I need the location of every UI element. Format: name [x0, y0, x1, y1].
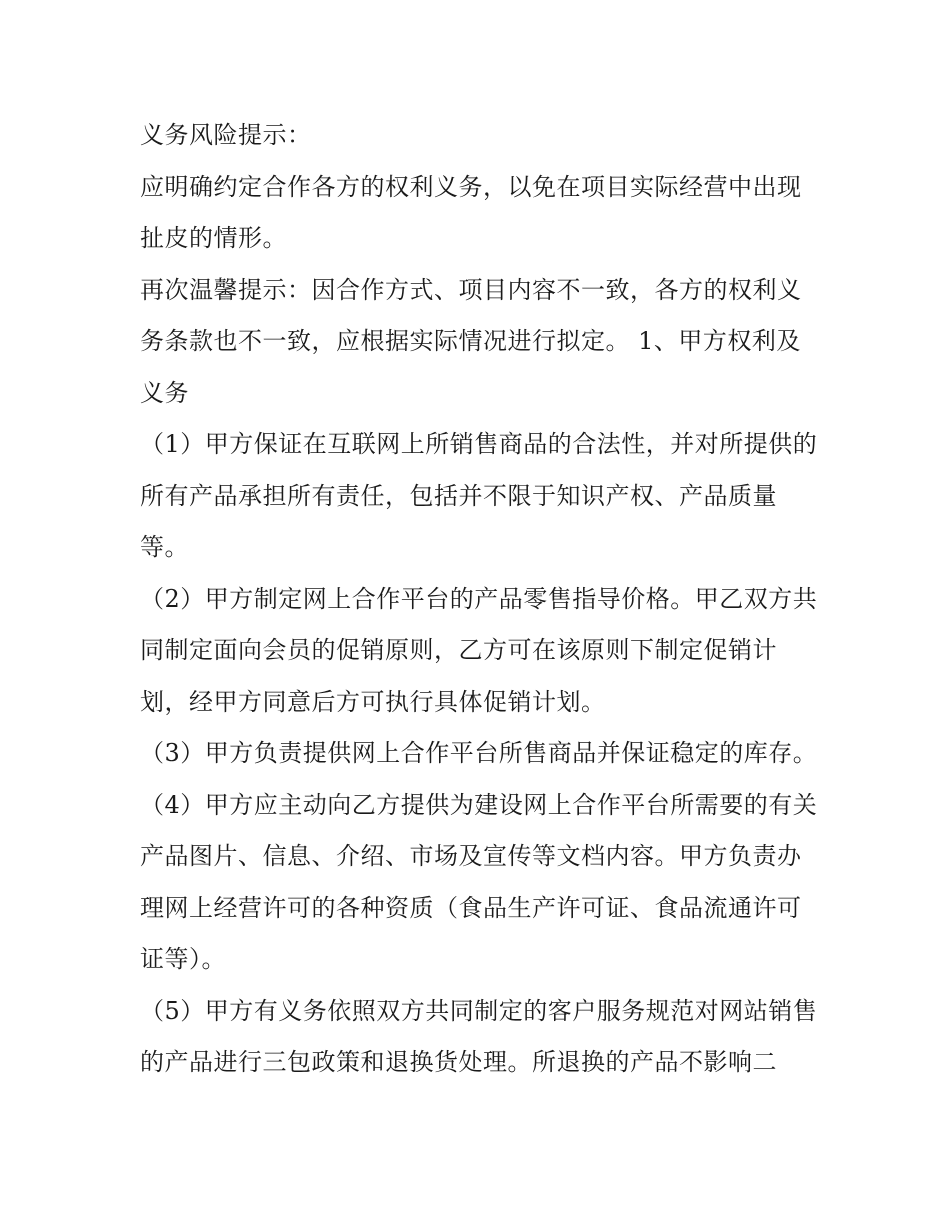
paragraph-clause-3: （3）甲方负责提供网上合作平台所售商品并保证稳定的库存。 [140, 739, 818, 767]
paragraph-clause-4: （4）甲方应主动向乙方提供为建设网上合作平台所需要的有关产品图片、信息、介绍、市场及宣传等文档内容。甲方负责办理网上经营许可的各种资质（食品生产许可证、食品流通许可证等）。 [140, 790, 818, 973]
paragraph-risk-text: 应明确约定合作各方的权利义务，以免在项目实际经营中出现扯皮的情形。 [140, 172, 802, 252]
paragraph-clause-5: （5）甲方有义务依照双方共同制定的客户服务规范对网站销售的产品进行三包政策和退换货处理。所退换的产品不影响二 [140, 996, 818, 1076]
paragraph-risk-heading: 义务风险提示： [140, 121, 312, 149]
paragraph-reminder: 再次温馨提示：因合作方式、项目内容不一致，各方的权利义务条款也不一致，应根据实际情况进行拟定。 1、甲方权利及义务 [140, 275, 802, 407]
paragraph-clause-1: （1）甲方保证在互联网上所销售商品的合法性，并对所提供的所有产品承担所有责任，包括并不限于知识产权、产品质量等。 [140, 430, 818, 561]
paragraph-clause-2: （2）甲方制定网上合作平台的产品零售指导价格。甲乙双方共同制定面向会员的促销原则，乙方可在该原则下制定促销计划，经甲方同意后方可执行具体促销计划。 [140, 584, 818, 716]
document-body [140, 110, 820, 1089]
